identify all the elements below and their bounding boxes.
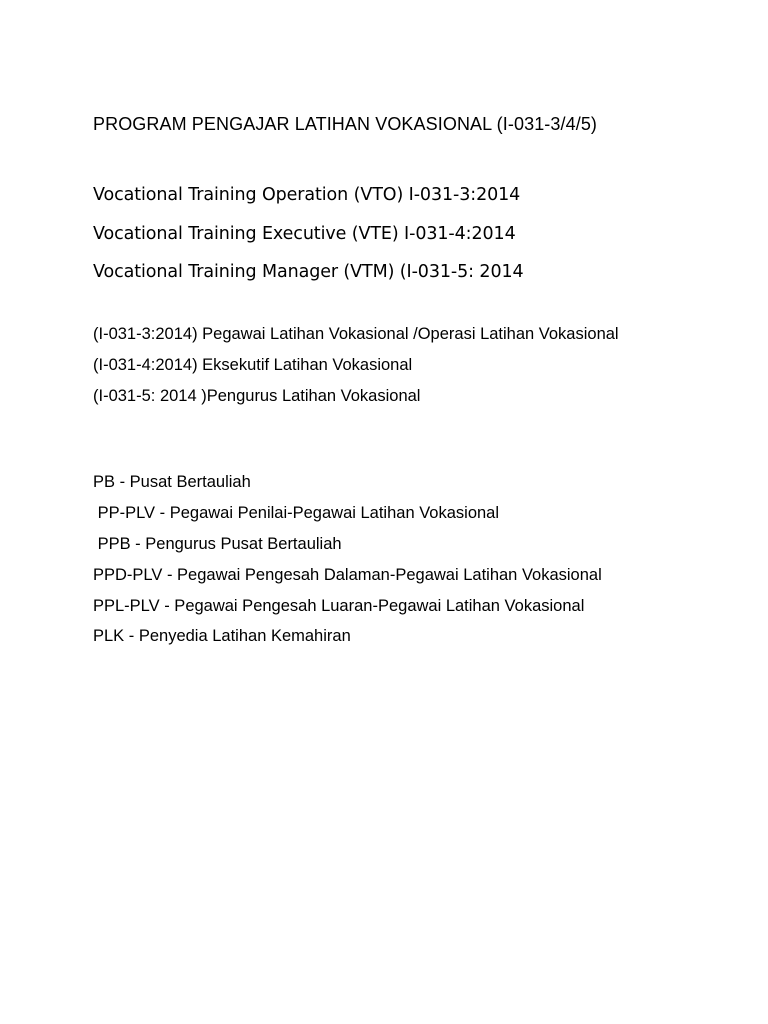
code-line-i031-5: (I-031-5: 2014 )Pengurus Latihan Vokasional xyxy=(93,387,421,405)
abbreviation-pp-plv: PP-PLV - Pegawai Penilai-Pegawai Latihan Vokasional xyxy=(93,504,500,522)
abbreviation-plk: PLK - Penyedia Latihan Kemahiran xyxy=(93,627,351,645)
code-line-i031-3: (I-031-3:2014) Pegawai Latihan Vokasional /Operasi Latihan Vokasional xyxy=(93,325,619,343)
abbreviation-pb: PB - Pusat Bertauliah xyxy=(93,473,251,491)
abbreviation-ppl-plv: PPL-PLV - Pegawai Pengesah Luaran-Pegawai Latihan Vokasional xyxy=(93,597,585,615)
code-line-i031-4: (I-031-4:2014) Eksekutif Latihan Vokasional xyxy=(93,356,413,374)
program-line-vte: Vocational Training Executive (VTE) I-031-4:2014 xyxy=(93,224,516,244)
abbreviation-ppd-plv: PPD-PLV - Pegawai Pengesah Dalaman-Pegawai Latihan Vokasional xyxy=(93,566,602,584)
document-title: PROGRAM PENGAJAR LATIHAN VOKASIONAL (I-031-3/4/5) xyxy=(93,114,598,134)
program-line-vto: Vocational Training Operation (VTO) I-031-3:2014 xyxy=(93,185,521,205)
abbreviation-ppb: PPB - Pengurus Pusat Bertauliah xyxy=(93,535,342,553)
program-line-vtm: Vocational Training Manager (VTM) (I-031-5: 2014 xyxy=(93,262,524,282)
